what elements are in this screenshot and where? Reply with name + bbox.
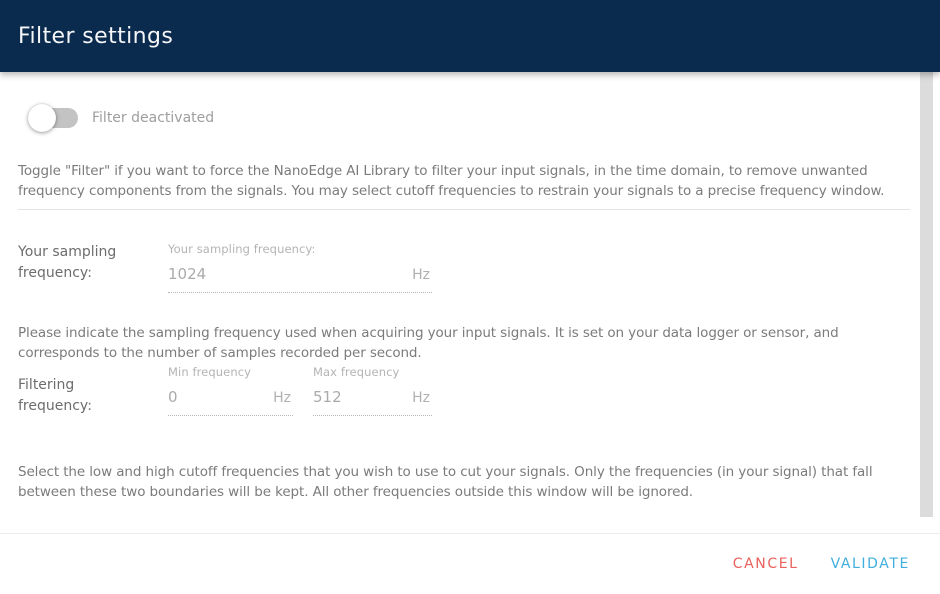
min-frequency-input[interactable] [168,388,273,406]
min-frequency-label: Min frequency [168,365,252,379]
min-frequency-field [168,365,293,417]
filter-toggle-row [30,105,910,131]
vertical-scrollbar[interactable] [920,72,933,517]
filter-description: Toggle "Filter" if you want to force the NanoEdge AI Library to filter your input signals, in the time domain, to remove unwanted frequency components from the signals. You may select cutoff frequencies to restrain your signals to a precise frequency window. [18,163,885,199]
filtering-frequency-row [18,365,910,417]
max-frequency-input[interactable] [313,388,412,406]
dialog-content [0,105,940,502]
filtering-row-label: Filtering frequency: [18,377,92,414]
min-unit-label: Hz [273,390,291,406]
cancel-button[interactable]: CANCEL [729,548,803,580]
validate-button[interactable]: VALIDATE [827,548,914,580]
sampling-description: Please indicate the sampling frequency used when acquiring your input signals. It is set on your data logger or sensor, and corresponds to the number of samples recorded per second. [18,325,839,361]
sampling-frequency-field [168,242,432,293]
dialog-footer [0,533,940,594]
sampling-field-label: Your sampling frequency: [168,242,316,256]
min-value-row [168,379,293,416]
filter-toggle-label: Filter deactivated [92,110,215,126]
filter-toggle[interactable] [30,108,78,128]
max-frequency-field [313,365,432,417]
dialog-title: Filter settings [18,23,174,49]
toggle-knob[interactable] [28,104,56,132]
max-value-row [313,379,432,416]
filtering-description: Select the low and high cutoff frequencies that you wish to use to cut your signals. Only the frequencies (in your signal) that fall between these two boundaries will be kept. All other frequencies outside this window will be ignored. [18,464,873,500]
sampling-unit-label: Hz [412,267,430,283]
dialog-header [0,0,940,72]
sampling-frequency-row [18,242,910,293]
section-divider [18,209,910,210]
sampling-row-label: Your sampling frequency: [18,244,117,281]
max-unit-label: Hz [412,390,430,406]
sampling-value-row [168,256,432,293]
sampling-frequency-input[interactable] [168,265,412,283]
max-frequency-label: Max frequency [313,365,400,379]
